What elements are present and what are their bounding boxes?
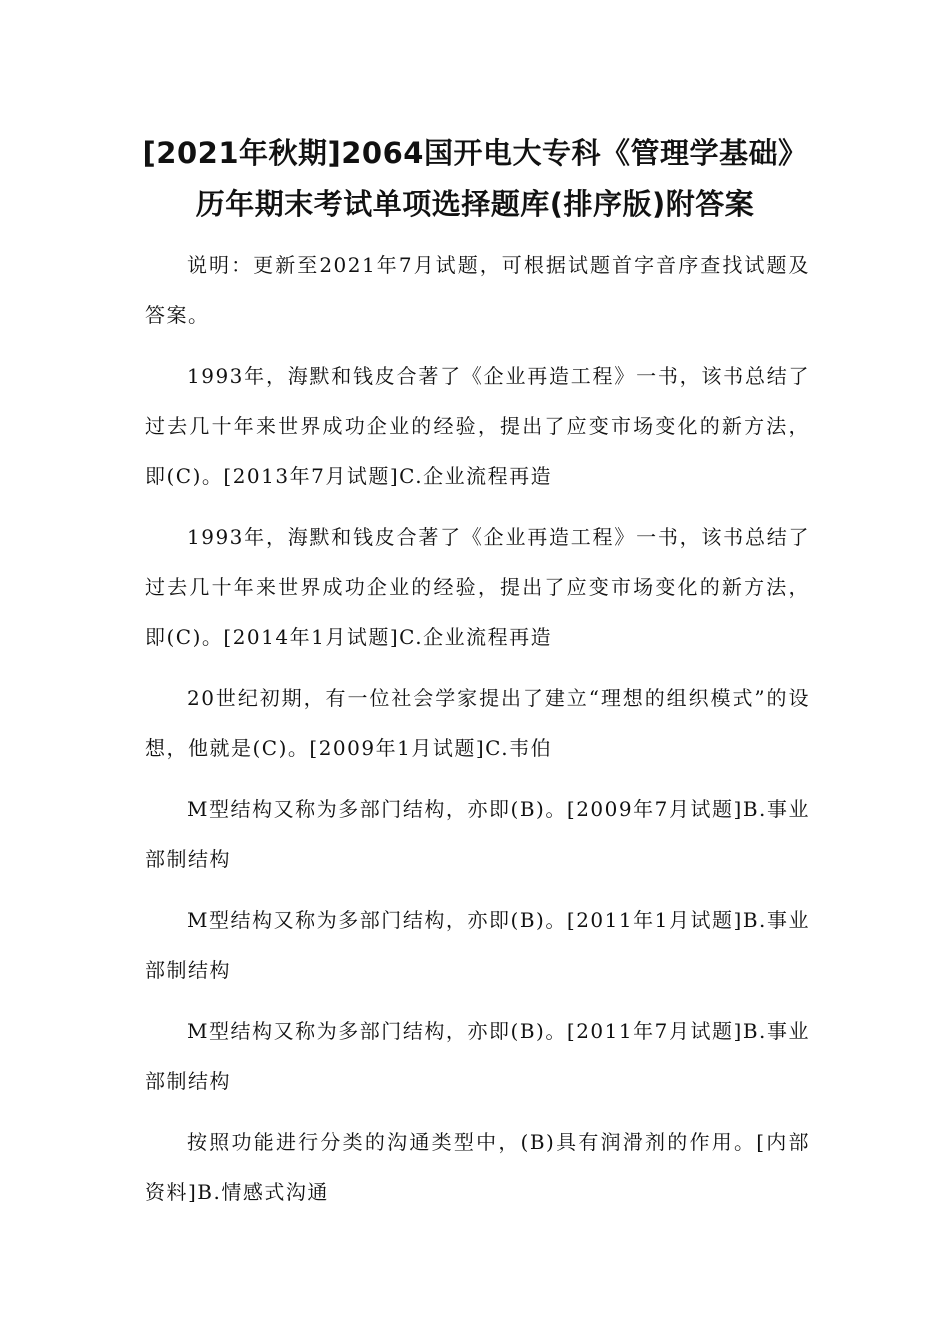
document-body [145,240,810,1228]
question-paragraph: M型结构又称为多部门结构，亦即(B)。[2011年7月试题]B.事业部制结构 [145,1019,810,1093]
question-paragraph: 1993年，海默和钱皮合著了《企业再造工程》一书，该书总结了过去几十年来世界成功企业的经验，提出了应变市场变化的新方法，即(C)。[2013年7月试题]C.企业流程再造 [145,364,810,488]
question-paragraph: M型结构又称为多部门结构，亦即(B)。[2009年7月试题]B.事业部制结构 [145,797,810,871]
question-paragraph: 20世纪初期，有一位社会学家提出了建立“理想的组织模式”的设想，他就是(C)。[2009年1月试题]C.韦伯 [145,686,810,760]
instruction-paragraph: 说明：更新至2021年7月试题，可根据试题首字音序查找试题及答案。 [145,253,810,327]
question-paragraph: M型结构又称为多部门结构，亦即(B)。[2011年1月试题]B.事业部制结构 [145,908,810,982]
question-paragraph: 按照功能进行分类的沟通类型中，(B)具有润滑剂的作用。[内部资料]B.情感式沟通 [145,1130,810,1204]
document-title: [2021年秋期]2064国开电大专科《管理学基础》历年期末考试单项选择题库(排序版)附答案 [142,136,808,221]
question-paragraph: 1993年，海默和钱皮合著了《企业再造工程》一书，该书总结了过去几十年来世界成功企业的经验，提出了应变市场变化的新方法，即(C)。[2014年1月试题]C.企业流程再造 [145,525,810,649]
